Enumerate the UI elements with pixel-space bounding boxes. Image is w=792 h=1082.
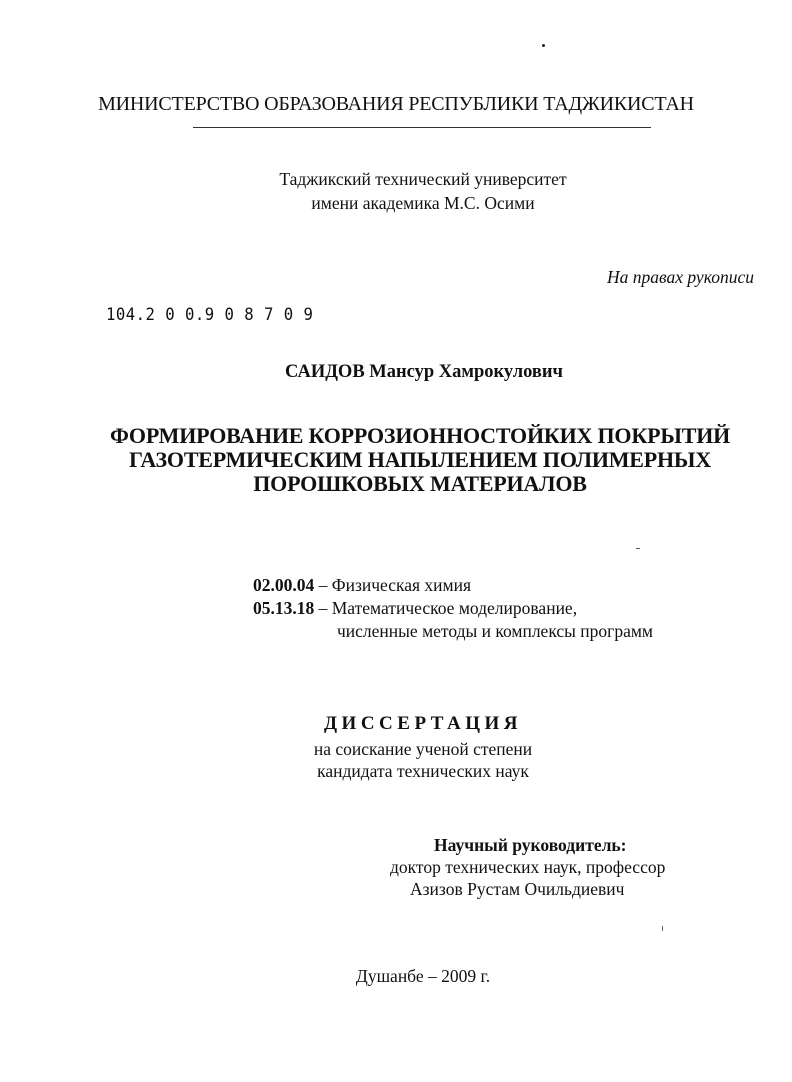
university-named-after: имени академика М.С. Осими [311, 193, 535, 213]
specialty-item [253, 597, 653, 620]
dissertation-title [24, 424, 792, 496]
specialty-code: 05.13.18 [253, 598, 315, 618]
advisor-block [390, 834, 665, 900]
specialty-name-continuation: численные методы и комплексы программ [337, 621, 653, 641]
specialty-name: – Математическое моделирование, [314, 598, 578, 618]
advisor-degree: доктор технических наук, профессор [390, 857, 666, 877]
scan-speck [636, 548, 640, 549]
header-divider [193, 127, 651, 128]
library-stamp-number: 104.2 0 0.9 0 8 7 0 9 [106, 305, 314, 325]
specialties-list [253, 574, 653, 643]
title-line: ГАЗОТЕРМИЧЕСКИМ НАПЫЛЕНИЕМ ПОЛИМЕРНЫХ [128, 447, 712, 472]
specialty-name: – Физическая химия [314, 575, 472, 595]
advisor-name: Азизов Рустам Очильдиевич [410, 879, 625, 899]
university-block [0, 167, 792, 215]
advisor-heading: Научный руководитель: [434, 835, 627, 855]
university-name: Таджикский технический университет [279, 169, 567, 189]
ministry-header: МИНИСТЕРСТВО ОБРАЗОВАНИЯ РЕСПУБЛИКИ ТАДЖИКИСТАН [98, 93, 694, 115]
degree-line: на соискание ученой степени [313, 739, 533, 759]
degree-block [0, 738, 792, 782]
city-year: Душанбе – 2009 г. [355, 966, 491, 986]
title-line: ПОРОШКОВЫХ МАТЕРИАЛОВ [253, 471, 587, 496]
specialty-code: 02.00.04 [253, 575, 315, 595]
scan-speck [542, 44, 545, 47]
specialty-item [253, 574, 653, 597]
title-line: ФОРМИРОВАНИЕ КОРРОЗИОННОСТОЙКИХ ПОКРЫТИЙ [109, 423, 731, 448]
document-type-heading: ДИССЕРТАЦИЯ [323, 713, 523, 734]
manuscript-note: На правах рукописи [607, 267, 754, 287]
author-name: САИДОВ Мансур Хамрокулович [285, 362, 563, 382]
degree-line: кандидата технических наук [317, 761, 529, 781]
scan-speck [662, 926, 663, 931]
